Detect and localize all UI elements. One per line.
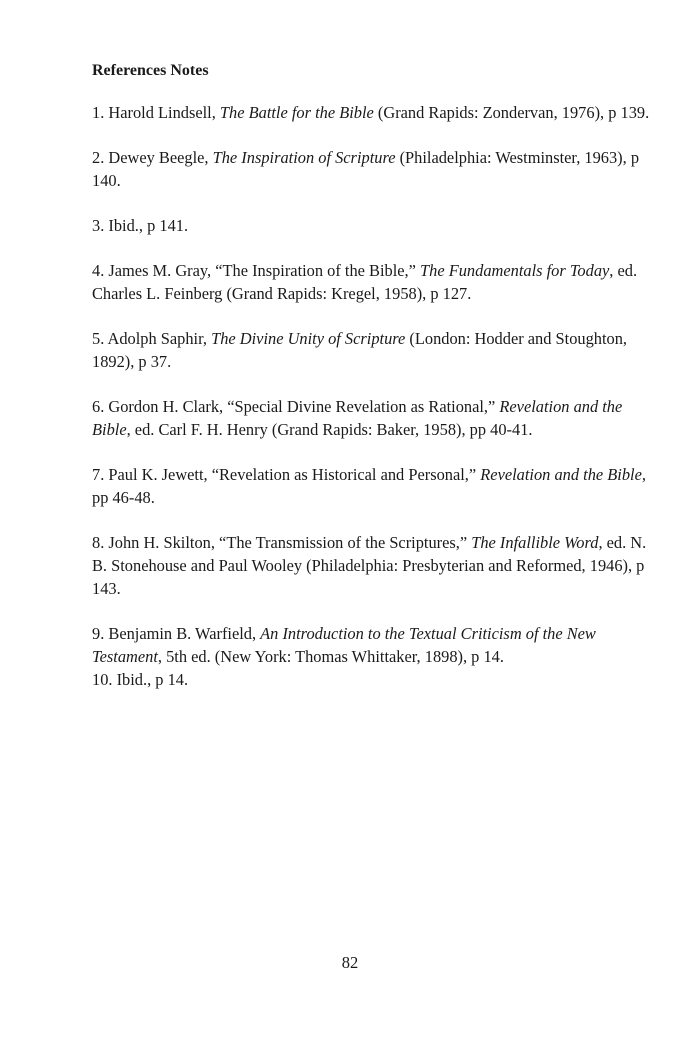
note-text: 5. Adolph Saphir, (92, 329, 212, 348)
reference-note (92, 668, 652, 691)
note-title-italic: Revelation and the Bible (480, 465, 642, 484)
reference-note (92, 146, 652, 192)
reference-note (92, 622, 652, 668)
reference-note (92, 531, 652, 600)
reference-note (92, 463, 652, 509)
reference-note (92, 101, 652, 124)
note-text: 1. Harold Lindsell, (92, 103, 220, 122)
note-text: , pp 46-48. (92, 465, 646, 507)
note-text: , ed. Charles L. Feinberg (Grand Rapids: Kregel, 1958), p 127. (92, 261, 638, 303)
note-text: 2. Dewey Beegle, (92, 148, 213, 167)
note-text: , 5th ed. (New York: Thomas Whittaker, 1898), p 14. (157, 647, 504, 666)
note-text: 10. Ibid., p 14. (92, 670, 189, 689)
note-title-italic: Revelation and the Bible (92, 397, 623, 439)
note-text: 6. Gordon H. Clark, “Special Divine Revelation as Rational,” (92, 397, 500, 416)
note-title-italic: An Introduction to the Textual Criticism of the New Testament (92, 624, 596, 666)
reference-notes-list (92, 101, 652, 713)
reference-note (92, 395, 652, 441)
note-text: , ed. Carl F. H. Henry (Grand Rapids: Baker, 1958), pp 40-41. (126, 420, 533, 439)
note-title-italic: The Infallible Word (471, 533, 599, 552)
note-text: 3. Ibid., p 141. (92, 216, 189, 235)
page-number: 82 (341, 953, 359, 972)
note-text: (Philadelphia: Westminster, 1963), p 140. (92, 148, 640, 190)
note-title-italic: The Fundamentals for Today (420, 261, 610, 280)
note-text: 7. Paul K. Jewett, “Revelation as Historical and Personal,” (92, 465, 481, 484)
note-text: 8. John H. Skilton, “The Transmission of the Scriptures,” (92, 533, 472, 552)
note-text: 9. Benjamin B. Warfield, (92, 624, 261, 643)
page-heading: References Notes (92, 62, 209, 79)
note-title-italic: The Inspiration of Scripture (212, 148, 396, 167)
reference-note (92, 259, 652, 305)
note-title-italic: The Divine Unity of Scripture (211, 329, 406, 348)
note-text: 4. James M. Gray, “The Inspiration of the Bible,” (92, 261, 421, 280)
note-title-italic: The Battle for the Bible (219, 103, 374, 122)
note-text: (London: Hodder and Stoughton, 1892), p 37. (92, 329, 628, 371)
note-text: , ed. N. B. Stonehouse and Paul Wooley (Philadelphia: Presbyterian and Reformed, 1946), p 143. (92, 533, 647, 598)
note-text: (Grand Rapids: Zondervan, 1976), p 139. (373, 103, 650, 122)
reference-note (92, 214, 652, 237)
reference-note (92, 327, 652, 373)
